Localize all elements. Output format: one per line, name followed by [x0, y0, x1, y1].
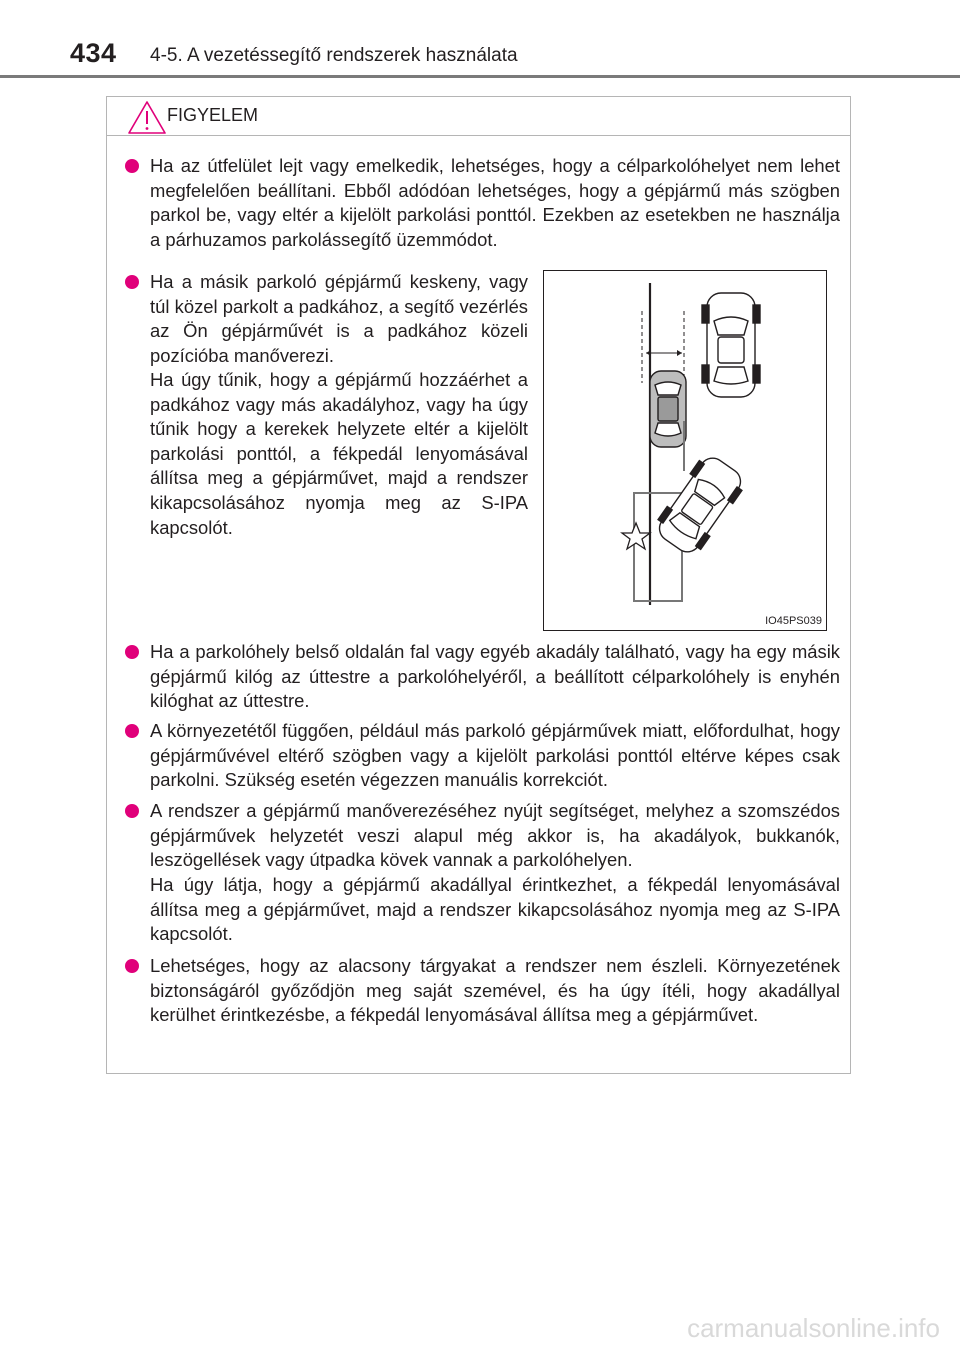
figure-label: IO45PS039	[765, 615, 822, 627]
footer-watermark: carmanualsonline.info	[687, 1313, 940, 1343]
bullet-4	[125, 724, 139, 738]
contact-star	[622, 523, 650, 549]
warning-paragraph-3: Ha a parkolóhely belső oldalán fal vagy egyéb akadály található, vagy ha egy másik gépjármű kilóg az úttestre a parkolóhelyéről, a beállított célparkolóhely is enyhén kilóghat az úttestre.	[150, 641, 840, 712]
bullet-2	[125, 275, 139, 289]
warning-paragraph-2: Ha a másik parkoló gépjármű keskeny, vagy túl közel parkolt a padkához, a segítő vezérlés az Ön gépjárművét is a padkához közeli pozícióba manőverezi.	[150, 271, 528, 366]
bullet-5	[125, 804, 139, 818]
warning-paragraph-5: A rendszer a gépjármű manőverezéséhez nyújt segítséget, melyhez a szomszédos gépjárművek helyzetét veszi alapul még akkor is, ha akadályok, bukkanók, leszögellések vagy útpadka kövek vannak a parkolóhelyen.	[150, 800, 840, 871]
warning-paragraph-4: A környezetétől függően, például más parkoló gépjárművek miatt, előfordulhat, hogy gépjárművével eltérő szögben vagy a kijelölt parkolási ponttól eltérve képes csak parkolni. Szükség esetén végezzen manuális korrekciót.	[150, 720, 840, 791]
parking-diagram	[543, 270, 827, 631]
warning-paragraph-5b: Ha úgy látja, hogy a gépjármű akadállyal érintkezhet, a fékpedál lenyomásával állítsa meg a gépjárművet, majd a rendszer kikapcsolásához nyomja meg az S-IPA kapcsolót.	[150, 874, 840, 945]
parked-car-upper	[702, 293, 760, 397]
warning-title: FIGYELEM	[167, 105, 259, 125]
page-number: 434	[70, 38, 117, 68]
section-title: 4-5. A vezetéssegítő rendszerek használata	[150, 45, 518, 66]
header-rule	[0, 75, 960, 78]
bullet-3	[125, 645, 139, 659]
warning-paragraph-6: Lehetséges, hogy az alacsony tárgyakat a rendszer nem észleli. Környezetének biztonságáról győződjön meg saját szemével, és ha úgy ítéli, hogy akadállyal kerülhet érintkezésbe, a fékpedál lenyomásával állítsa meg a gépjárművet.	[150, 955, 840, 1026]
parking-diagram-illustration	[544, 271, 825, 629]
bullet-6	[125, 959, 139, 973]
warning-paragraph-2b: Ha úgy tűnik, hogy a gépjármű hozzáérhet a padkához vagy más akadályhoz, vagy ha úgy tűnik hogy a kerekek helyzete eltér a kijelölt parkolási ponttól, a fékpedál lenyomásával állítsa meg a gépjárművet, majd a rendszer kikapcsolásához nyomja meg az S-IPA kapcsolót.	[150, 369, 528, 538]
bullet-1	[125, 159, 139, 173]
warning-header	[107, 97, 850, 136]
warning-triangle-icon	[127, 100, 167, 136]
maneuvering-car	[651, 451, 749, 559]
warning-paragraph-1: Ha az útfelület lejt vagy emelkedik, lehetséges, hogy a célparkolóhelyet nem lehet megfelelően beállítani. Ebből adódóan lehetséges, hogy a gépjármű más szögben parkol be, vagy eltér a kijelölt parkolási ponttól. Ezekben az esetekben ne használja a párhuzamos parkolássegítő üzemmódot.	[150, 155, 840, 250]
parked-car-middle	[650, 371, 686, 447]
